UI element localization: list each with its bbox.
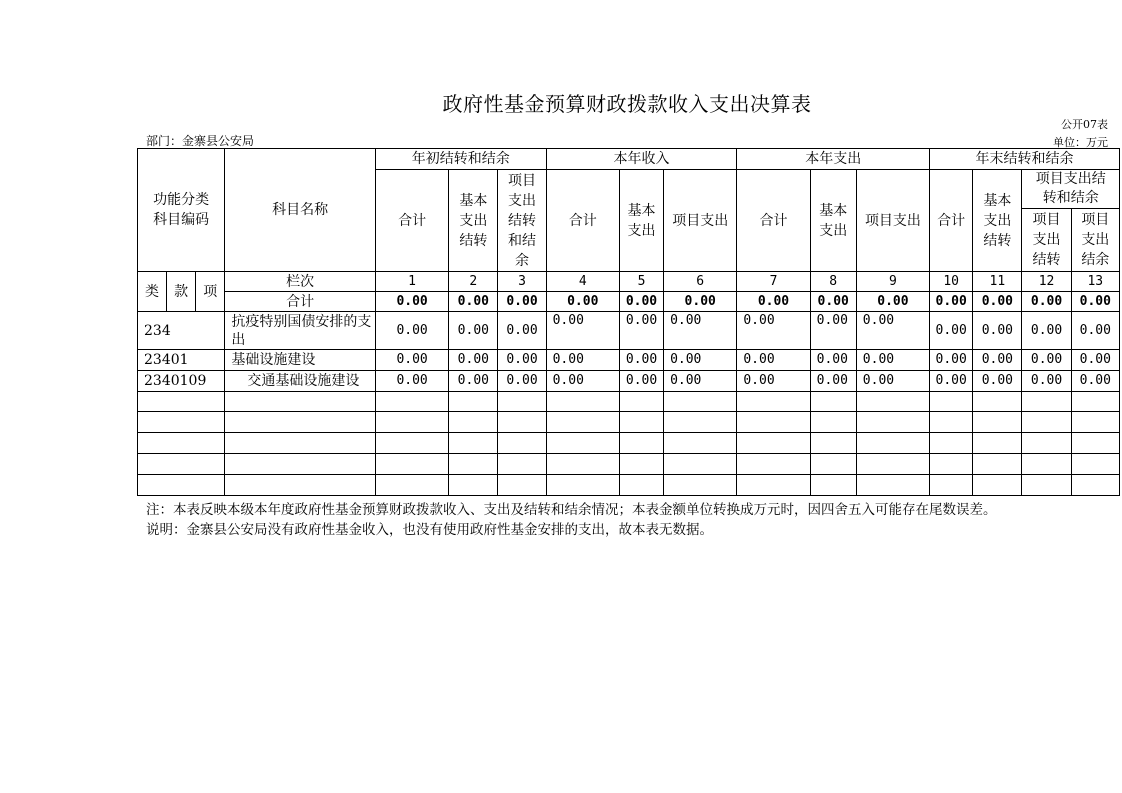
note-line: 注：本表反映本级本年度政府性基金预算财政拨款收入、支出及结转和结余情况；本表金额单位转换成万元时，因四舍五入可能存在尾数误差。 [146,502,997,518]
row-cell: 0.00 [973,312,1022,350]
row-name: 交通基础设施建设 [225,371,376,392]
row-cell: 0.00 [973,371,1022,392]
row-cell: 0.00 [664,312,737,350]
sum-cell: 0.00 [619,292,663,312]
table-row [138,350,1120,371]
project-expense-carry-header: 项目支出结转 [1022,209,1071,272]
page-title: 政府性基金预算财政拨款收入支出决算表 [442,92,812,116]
row-cell: 0.00 [810,350,856,371]
note-line: 说明：金寨县公安局没有政府性基金收入，也没有使用政府性基金安排的支出，故本表无数据。 [146,522,713,538]
empty-row [138,475,1120,496]
column-number: 11 [973,272,1022,292]
empty-row [138,412,1120,433]
sum-cell: 0.00 [449,292,498,312]
project-carry-header: 项目支出结转和结余 [498,170,546,272]
column-number: 3 [498,272,546,292]
empty-row [138,392,1120,412]
column-number: 2 [449,272,498,292]
column-number: 6 [664,272,737,292]
column-number: 9 [856,272,929,292]
row-cell: 0.00 [810,312,856,350]
row-cell: 0.00 [664,350,737,371]
column-number: 4 [546,272,619,292]
row-code: 2340109 [138,371,225,392]
sum-cell: 0.00 [498,292,546,312]
row-cell: 0.00 [1071,350,1119,371]
row-cell: 0.00 [737,312,810,350]
row-cell: 0.00 [449,312,498,350]
row-cell: 0.00 [856,371,929,392]
column-number: 12 [1022,272,1071,292]
sum-cell: 0.00 [1022,292,1071,312]
row-cell: 0.00 [737,350,810,371]
basic-carry-header: 基本支出结转 [449,170,498,272]
project-expense-header: 项目支出 [856,170,929,272]
row-cell: 0.00 [546,350,619,371]
project-carry-group-header: 项目支出结转和结余 [1022,170,1120,209]
row-name: 抗疫特别国债安排的支出 [225,312,376,350]
lei-header: 类 [138,272,167,312]
project-expense-header: 项目支出 [664,170,737,272]
total-header: 合计 [737,170,810,272]
basic-expense-header: 基本支出 [619,170,663,272]
row-cell: 0.00 [856,350,929,371]
xiang-header: 项 [196,272,225,312]
column-number: 8 [810,272,856,292]
kuan-header: 款 [167,272,196,312]
form-number: 公开07表 [1061,118,1108,131]
row-code: 23401 [138,350,225,371]
sum-cell: 0.00 [1071,292,1119,312]
sum-cell: 0.00 [810,292,856,312]
column-no-label: 栏次 [225,272,376,292]
row-cell: 0.00 [498,371,546,392]
department-label: 部门：金寨县公安局 [146,134,255,148]
sum-cell: 0.00 [546,292,619,312]
sum-label: 合计 [225,292,376,312]
row-cell: 0.00 [619,350,663,371]
column-number: 10 [930,272,973,292]
row-cell: 0.00 [546,371,619,392]
row-cell: 0.00 [1071,371,1119,392]
column-number: 13 [1071,272,1119,292]
project-expense-balance-header: 项目支出结余 [1071,209,1119,272]
sum-cell: 0.00 [737,292,810,312]
row-cell: 0.00 [619,312,663,350]
group-begin-header: 年初结转和结余 [375,149,546,170]
total-header: 合计 [375,170,448,272]
sum-cell: 0.00 [930,292,973,312]
total-header: 合计 [930,170,973,272]
table-row [138,312,1120,350]
column-number: 7 [737,272,810,292]
row-cell: 0.00 [449,371,498,392]
row-cell: 0.00 [1022,312,1071,350]
unit-label: 单位：万元 [1053,136,1108,149]
row-cell: 0.00 [664,371,737,392]
empty-row [138,433,1120,454]
row-cell: 0.00 [930,350,973,371]
row-cell: 0.00 [1022,350,1071,371]
empty-row [138,454,1120,475]
row-cell: 0.00 [810,371,856,392]
row-cell: 0.00 [375,371,448,392]
row-cell: 0.00 [856,312,929,350]
row-cell: 0.00 [973,350,1022,371]
group-expense-header: 本年支出 [737,149,930,170]
sum-cell: 0.00 [375,292,448,312]
notes [146,500,997,540]
column-number: 1 [375,272,448,292]
basic-carry-header: 基本支出结转 [973,170,1022,272]
total-header: 合计 [546,170,619,272]
table-row [138,371,1120,392]
row-code: 234 [138,312,225,350]
row-name: 基础设施建设 [225,350,376,371]
row-cell: 0.00 [375,312,448,350]
group-income-header: 本年收入 [546,149,737,170]
row-cell: 0.00 [930,371,973,392]
sum-cell: 0.00 [856,292,929,312]
sum-cell: 0.00 [973,292,1022,312]
basic-expense-header: 基本支出 [810,170,856,272]
row-cell: 0.00 [1071,312,1119,350]
budget-table [137,148,1120,496]
row-cell: 0.00 [737,371,810,392]
group-end-header: 年末结转和结余 [930,149,1120,170]
subject-name-header: 科目名称 [225,149,376,272]
row-cell: 0.00 [546,312,619,350]
row-cell: 0.00 [1022,371,1071,392]
func-code-header: 功能分类科目编码 [138,149,225,272]
row-cell: 0.00 [498,312,546,350]
column-number: 5 [619,272,663,292]
row-cell: 0.00 [930,312,973,350]
row-cell: 0.00 [449,350,498,371]
row-cell: 0.00 [498,350,546,371]
sum-cell: 0.00 [664,292,737,312]
row-cell: 0.00 [375,350,448,371]
row-cell: 0.00 [619,371,663,392]
